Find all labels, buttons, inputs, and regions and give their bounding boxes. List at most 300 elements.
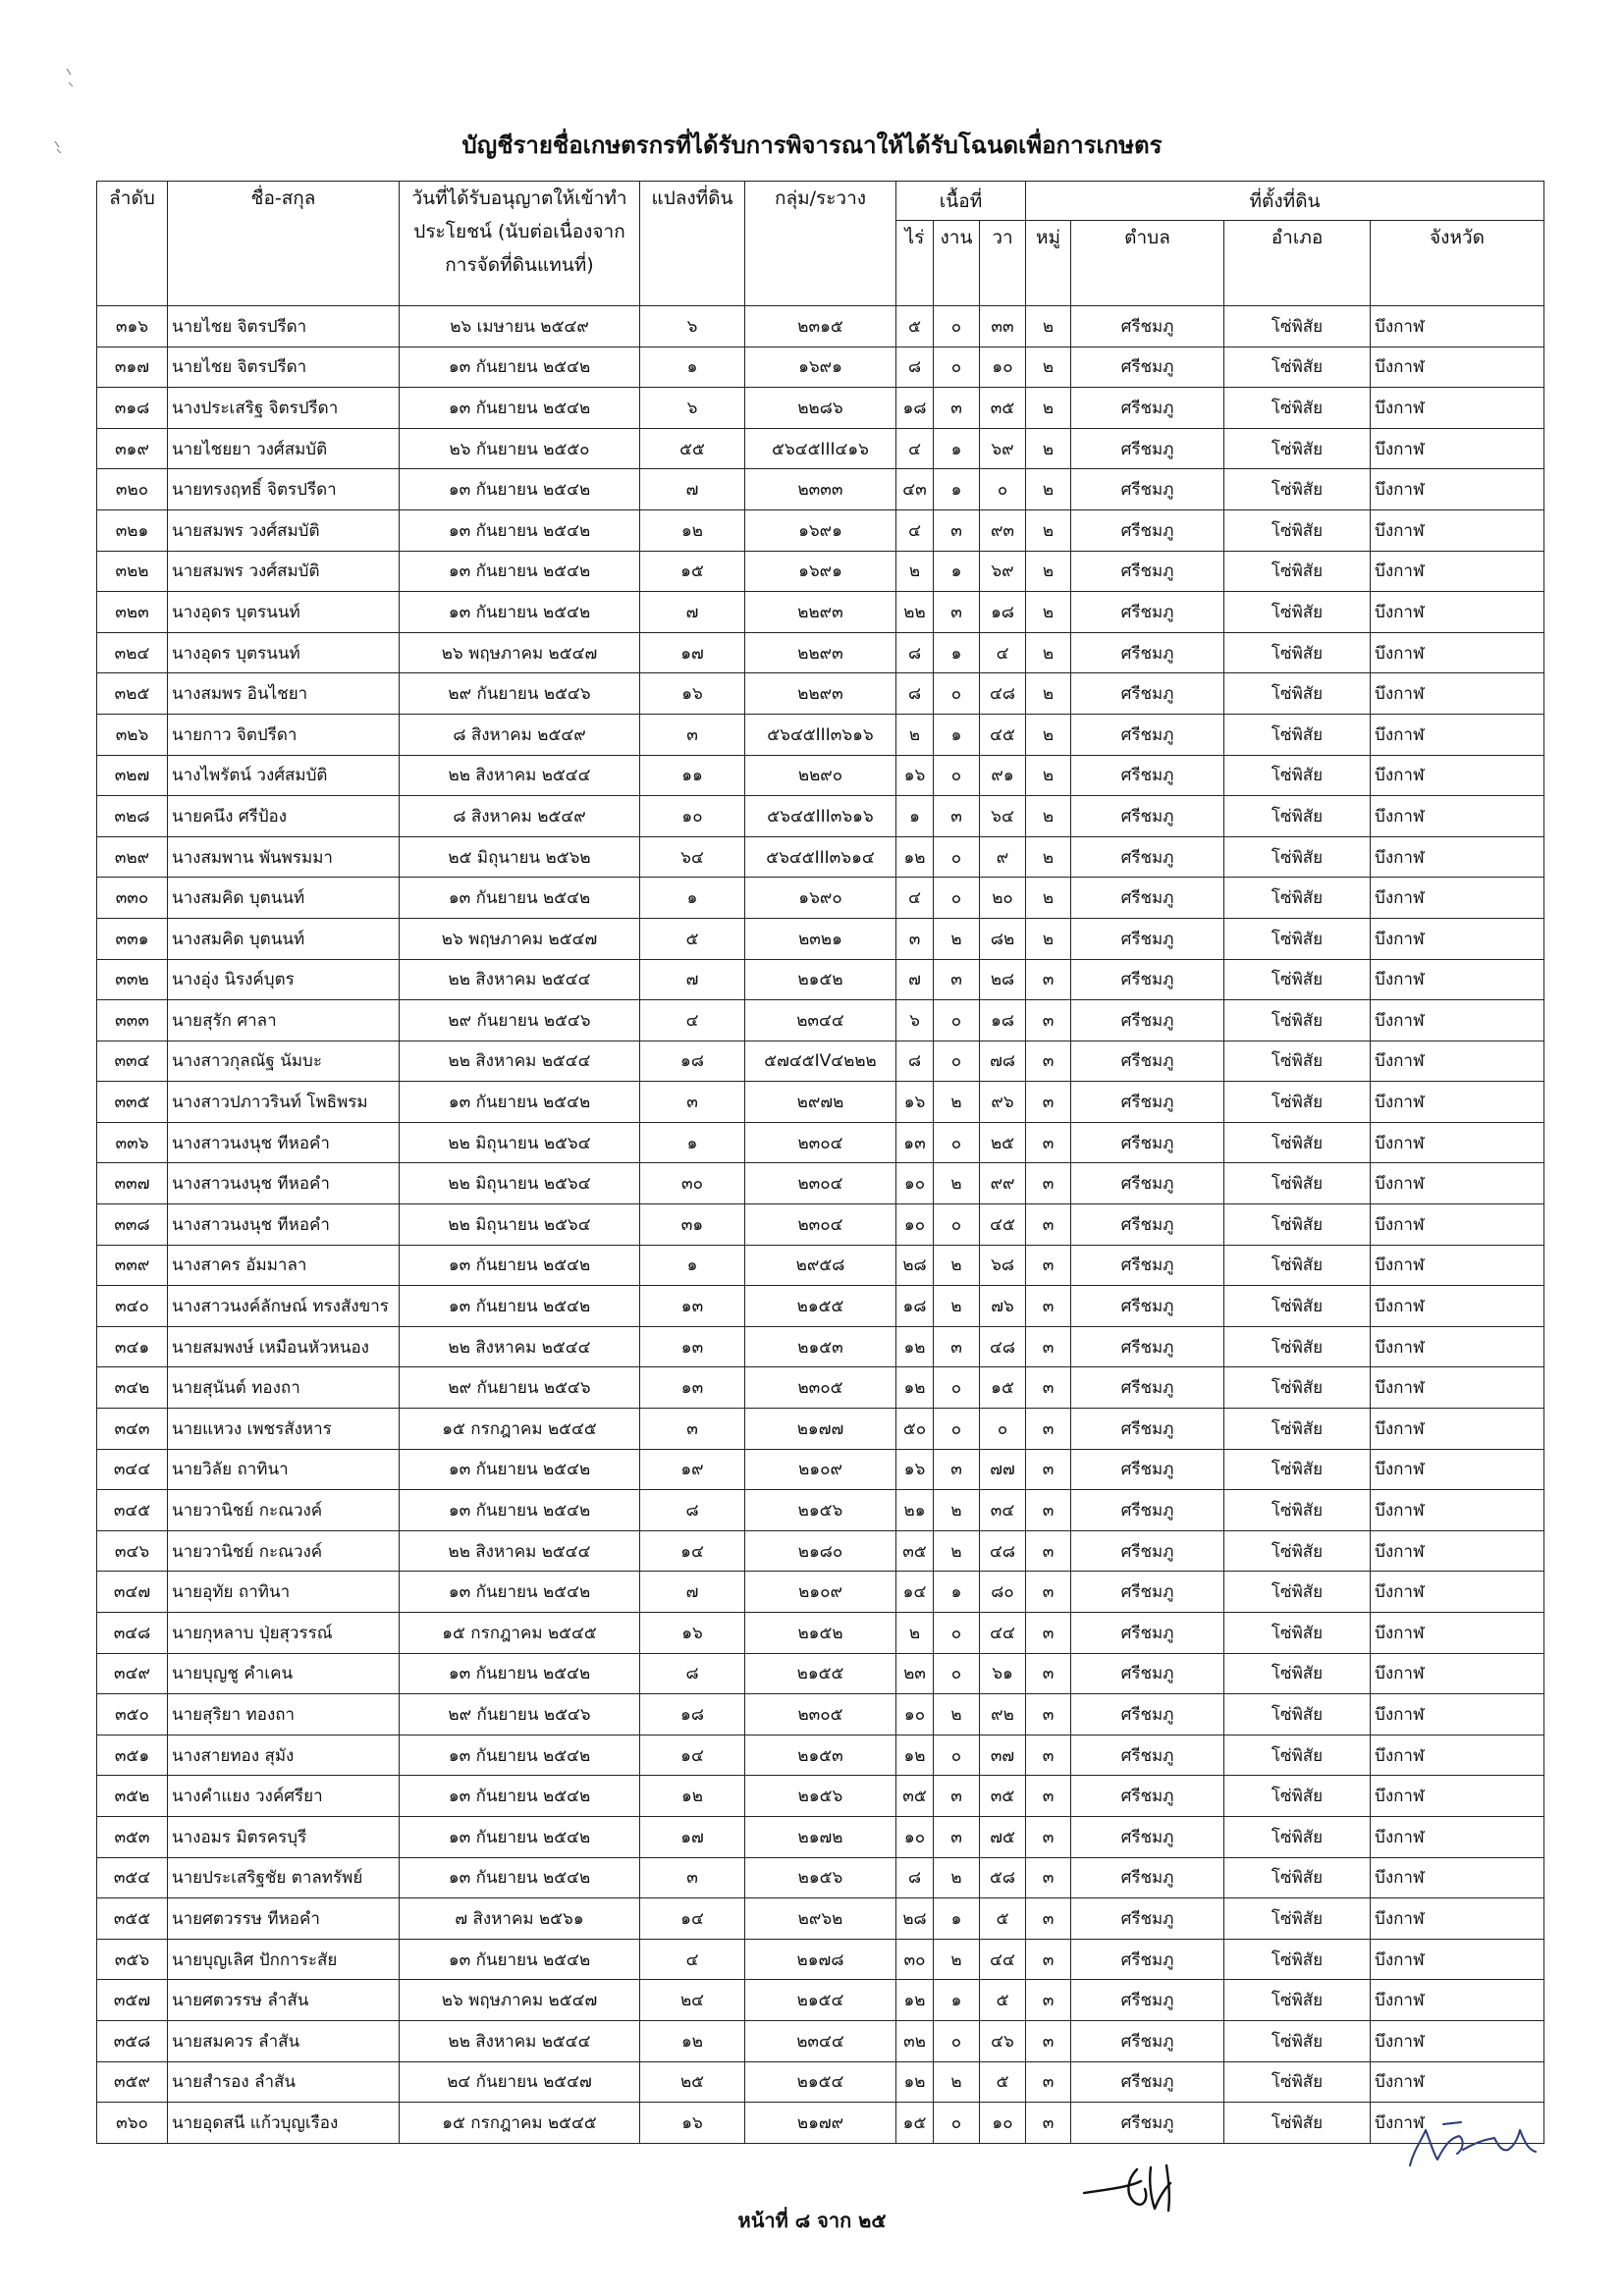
row-tambon: ศรีชมภู (1071, 878, 1224, 919)
row-ngan: ๐ (934, 1613, 980, 1654)
row-date: ๑๓ กันยายน ๒๕๔๒ (400, 1572, 640, 1613)
row-name: นางสาวกุลณัฐ นัมบะ (168, 1041, 400, 1082)
row-ngan: ๒ (934, 1490, 980, 1531)
row-date: ๒๒ สิงหาคม ๒๕๔๔ (400, 1041, 640, 1082)
row-province: บึงกาฬ (1371, 2061, 1544, 2103)
row-rai: ๑ (896, 796, 934, 837)
row-ngan: ๓ (934, 1326, 980, 1367)
row-amphoe: โซ่พิสัย (1224, 1530, 1371, 1572)
row-plot: ๑ (640, 347, 745, 388)
row-rai: ๗ (896, 959, 934, 1000)
header-wa: วา (980, 221, 1026, 306)
row-wa: ๑๘ (980, 592, 1026, 633)
row-rai: ๒ (896, 1613, 934, 1654)
row-no: ๓๔๗ (97, 1572, 168, 1613)
header-date: วันที่ได้รับอนุญาตให้เข้าทำประโยชน์ (นับต่อเนื่องจากการจัดที่ดินแทนที่) (400, 182, 640, 306)
row-moo: ๓ (1026, 1613, 1071, 1654)
row-province: บึงกาฬ (1371, 1449, 1544, 1490)
row-no: ๓๔๔ (97, 1449, 168, 1490)
row-date: ๒๒ มิถุนายน ๒๕๖๔ (400, 1204, 640, 1246)
row-moo: ๓ (1026, 1082, 1071, 1123)
table-row (97, 755, 1544, 796)
row-province: บึงกาฬ (1371, 1530, 1544, 1572)
row-date: ๒๒ สิงหาคม ๒๕๔๔ (400, 2020, 640, 2061)
row-amphoe: โซ่พิสัย (1224, 1939, 1371, 1980)
row-tambon: ศรีชมภู (1071, 1326, 1224, 1367)
row-no: ๓๓๘ (97, 1204, 168, 1246)
row-no: ๓๕๙ (97, 2061, 168, 2103)
row-moo: ๓ (1026, 2020, 1071, 2061)
row-group: ๒๑๗๙ (745, 2103, 896, 2144)
row-province: บึงกาฬ (1371, 1367, 1544, 1409)
row-tambon: ศรีชมภู (1071, 673, 1224, 715)
table-row (97, 2020, 1544, 2061)
row-group: ๒๓๐๔ (745, 1163, 896, 1204)
row-province: บึงกาฬ (1371, 1245, 1544, 1286)
row-plot: ๑ (640, 878, 745, 919)
row-wa: ๓๕ (980, 1776, 1026, 1817)
row-rai: ๔ (896, 509, 934, 551)
row-wa: ๓๗ (980, 1735, 1026, 1776)
row-tambon: ศรีชมภู (1071, 2020, 1224, 2061)
table-row (97, 1409, 1544, 1450)
row-province: บึงกาฬ (1371, 1735, 1544, 1776)
row-moo: ๒ (1026, 469, 1071, 510)
row-province: บึงกาฬ (1371, 1898, 1544, 1940)
table-row (97, 1776, 1544, 1817)
row-group: ๒๑๐๙ (745, 1572, 896, 1613)
table-row (97, 1326, 1544, 1367)
row-tambon: ศรีชมภู (1071, 1163, 1224, 1204)
table-row (97, 1245, 1544, 1286)
row-wa: ๒๘ (980, 959, 1026, 1000)
row-amphoe: โซ่พิสัย (1224, 878, 1371, 919)
row-moo: ๓ (1026, 1980, 1071, 2021)
row-amphoe: โซ่พิสัย (1224, 836, 1371, 878)
row-no: ๓๑๙ (97, 428, 168, 469)
row-no: ๓๓๙ (97, 1245, 168, 1286)
row-no: ๓๕๐ (97, 1694, 168, 1735)
row-moo: ๓ (1026, 1816, 1071, 1857)
row-no: ๓๔๓ (97, 1409, 168, 1450)
row-group: ๕๖๔๕III๓๖๑๔ (745, 836, 896, 878)
row-group: ๒๑๕๖ (745, 1490, 896, 1531)
row-tambon: ศรีชมภู (1071, 592, 1224, 633)
row-rai: ๑๒ (896, 836, 934, 878)
table-row (97, 1572, 1544, 1613)
row-rai: ๑๒ (896, 2061, 934, 2103)
row-no: ๓๒๙ (97, 836, 168, 878)
row-tambon: ศรีชมภู (1071, 755, 1224, 796)
row-name: นางประเสริฐ จิตรปรีดา (168, 388, 400, 429)
row-group: ๒๑๕๖ (745, 1857, 896, 1898)
row-amphoe: โซ่พิสัย (1224, 388, 1371, 429)
row-name: นายวานิชย์ กะณวงค์ (168, 1530, 400, 1572)
table-row (97, 918, 1544, 959)
row-amphoe: โซ่พิสัย (1224, 1163, 1371, 1204)
row-ngan: ๐ (934, 878, 980, 919)
row-rai: ๑๐ (896, 1816, 934, 1857)
row-name: นางคำแยง วงค์ศรียา (168, 1776, 400, 1817)
row-date: ๑๓ กันยายน ๒๕๔๒ (400, 509, 640, 551)
row-rai: ๑๒ (896, 1326, 934, 1367)
row-wa: ๙ (980, 836, 1026, 878)
row-no: ๓๕๘ (97, 2020, 168, 2061)
row-no: ๓๓๖ (97, 1122, 168, 1163)
table-row (97, 878, 1544, 919)
row-moo: ๓ (1026, 1572, 1071, 1613)
table-row (97, 592, 1544, 633)
row-ngan: ๐ (934, 673, 980, 715)
row-date: ๘ สิงหาคม ๒๕๔๙ (400, 714, 640, 755)
row-group: ๒๑๕๔ (745, 2061, 896, 2103)
row-moo: ๓ (1026, 1367, 1071, 1409)
row-rai: ๒๑ (896, 1490, 934, 1531)
row-amphoe: โซ่พิสัย (1224, 1816, 1371, 1857)
row-province: บึงกาฬ (1371, 673, 1544, 715)
row-rai: ๕ (896, 306, 934, 347)
row-province: บึงกาฬ (1371, 959, 1544, 1000)
row-tambon: ศรีชมภู (1071, 1776, 1224, 1817)
row-no: ๓๔๑ (97, 1326, 168, 1367)
row-wa: ๕ (980, 2061, 1026, 2103)
row-group: ๑๖๙๑ (745, 347, 896, 388)
row-date: ๘ สิงหาคม ๒๕๔๙ (400, 796, 640, 837)
row-plot: ๗ (640, 959, 745, 1000)
row-name: นายสำรอง ลำสัน (168, 2061, 400, 2103)
table-row (97, 796, 1544, 837)
row-rai: ๑๔ (896, 1572, 934, 1613)
row-name: นายสุรัก ศาลา (168, 1000, 400, 1041)
row-wa: ๐ (980, 1409, 1026, 1450)
row-plot: ๑๖ (640, 1613, 745, 1654)
row-tambon: ศรีชมภู (1071, 347, 1224, 388)
row-date: ๑๓ กันยายน ๒๕๔๒ (400, 388, 640, 429)
row-wa: ๔๖ (980, 2020, 1026, 2061)
row-no: ๓๔๘ (97, 1613, 168, 1654)
row-rai: ๑๖ (896, 1449, 934, 1490)
row-wa: ๔๕ (980, 714, 1026, 755)
row-plot: ๑ (640, 1122, 745, 1163)
row-rai: ๓๐ (896, 1939, 934, 1980)
table-row (97, 959, 1544, 1000)
row-rai: ๑๖ (896, 755, 934, 796)
row-plot: ๓ (640, 1857, 745, 1898)
row-name: นางสาวนงนุช ทีหอคำ (168, 1204, 400, 1246)
row-ngan: ๐ (934, 2020, 980, 2061)
row-date: ๒๖ พฤษภาคม ๒๕๔๗ (400, 1980, 640, 2021)
row-rai: ๒๘ (896, 1245, 934, 1286)
row-ngan: ๓ (934, 509, 980, 551)
row-province: บึงกาฬ (1371, 306, 1544, 347)
row-no: ๓๔๕ (97, 1490, 168, 1531)
row-no: ๓๔๐ (97, 1286, 168, 1327)
row-tambon: ศรีชมภู (1071, 388, 1224, 429)
row-no: ๓๒๕ (97, 673, 168, 715)
row-moo: ๓ (1026, 2103, 1071, 2144)
row-tambon: ศรีชมภู (1071, 1286, 1224, 1327)
row-amphoe: โซ่พิสัย (1224, 1653, 1371, 1694)
row-wa: ๗๕ (980, 1816, 1026, 1857)
row-rai: ๑๘ (896, 1286, 934, 1327)
row-name: นายไชย จิตรปรีดา (168, 306, 400, 347)
row-date: ๑๓ กันยายน ๒๕๔๒ (400, 1735, 640, 1776)
row-province: บึงกาฬ (1371, 836, 1544, 878)
row-ngan: ๐ (934, 1041, 980, 1082)
table-row (97, 1286, 1544, 1327)
row-amphoe: โซ่พิสัย (1224, 1204, 1371, 1246)
row-name: นายสุนันต์ ทองถา (168, 1367, 400, 1409)
row-moo: ๓ (1026, 1694, 1071, 1735)
row-moo: ๓ (1026, 1449, 1071, 1490)
row-tambon: ศรีชมภู (1071, 2103, 1224, 2144)
table-body (97, 306, 1544, 2144)
row-moo: ๓ (1026, 1857, 1071, 1898)
table-row (97, 428, 1544, 469)
row-name: นางสาวปภาวรินท์ โพธิพรม (168, 1082, 400, 1123)
row-province: บึงกาฬ (1371, 2020, 1544, 2061)
row-province: บึงกาฬ (1371, 551, 1544, 592)
row-moo: ๒ (1026, 878, 1071, 919)
row-province: บึงกาฬ (1371, 388, 1544, 429)
row-amphoe: โซ่พิสัย (1224, 469, 1371, 510)
table-row (97, 1000, 1544, 1041)
row-plot: ๑๗ (640, 632, 745, 673)
row-rai: ๑๒ (896, 1367, 934, 1409)
row-rai: ๒๓ (896, 1653, 934, 1694)
row-ngan: ๐ (934, 1122, 980, 1163)
row-tambon: ศรีชมภู (1071, 959, 1224, 1000)
row-province: บึงกาฬ (1371, 1572, 1544, 1613)
row-name: นางอมร มิตรครบุรี (168, 1816, 400, 1857)
row-wa: ๒๕ (980, 1122, 1026, 1163)
row-ngan: ๒ (934, 1245, 980, 1286)
row-plot: ๑๓ (640, 1326, 745, 1367)
row-tambon: ศรีชมภู (1071, 1122, 1224, 1163)
table-row (97, 469, 1544, 510)
row-no: ๓๕๕ (97, 1898, 168, 1940)
row-province: บึงกาฬ (1371, 1776, 1544, 1817)
row-wa: ๗๖ (980, 1286, 1026, 1327)
row-ngan: ๒ (934, 1286, 980, 1327)
row-no: ๓๓๒ (97, 959, 168, 1000)
row-date: ๒๙ กันยายน ๒๕๔๖ (400, 1694, 640, 1735)
row-province: บึงกาฬ (1371, 428, 1544, 469)
row-no: ๓๒๗ (97, 755, 168, 796)
row-amphoe: โซ่พิสัย (1224, 1245, 1371, 1286)
row-moo: ๒ (1026, 673, 1071, 715)
row-ngan: ๐ (934, 347, 980, 388)
row-plot: ๑๘ (640, 1041, 745, 1082)
row-moo: ๓ (1026, 1000, 1071, 1041)
row-ngan: ๑ (934, 1980, 980, 2021)
row-wa: ๑๐ (980, 347, 1026, 388)
row-group: ๒๑๐๙ (745, 1449, 896, 1490)
row-name: นางอุดร บุตรนนท์ (168, 632, 400, 673)
row-ngan: ๑ (934, 551, 980, 592)
row-no: ๓๒๓ (97, 592, 168, 633)
row-moo: ๓ (1026, 1530, 1071, 1572)
row-plot: ๑๘ (640, 1694, 745, 1735)
table-row (97, 1041, 1544, 1082)
row-date: ๒๙ กันยายน ๒๕๔๖ (400, 1000, 640, 1041)
row-amphoe: โซ่พิสัย (1224, 1286, 1371, 1327)
row-tambon: ศรีชมภู (1071, 1613, 1224, 1654)
table-row (97, 1898, 1544, 1940)
row-tambon: ศรีชมภู (1071, 1980, 1224, 2021)
row-ngan: ๒ (934, 918, 980, 959)
row-name: นายวานิชย์ กะณวงค์ (168, 1490, 400, 1531)
row-moo: ๓ (1026, 1041, 1071, 1082)
table-row (97, 1449, 1544, 1490)
row-date: ๒๕ มิถุนายน ๒๕๖๒ (400, 836, 640, 878)
row-tambon: ศรีชมภู (1071, 1000, 1224, 1041)
row-rai: ๔ (896, 428, 934, 469)
row-date: ๑๓ กันยายน ๒๕๔๒ (400, 1939, 640, 1980)
row-tambon: ศรีชมภู (1071, 918, 1224, 959)
row-no: ๓๑๘ (97, 388, 168, 429)
row-amphoe: โซ่พิสัย (1224, 347, 1371, 388)
row-amphoe: โซ่พิสัย (1224, 592, 1371, 633)
row-amphoe: โซ่พิสัย (1224, 1326, 1371, 1367)
row-plot: ๗ (640, 592, 745, 633)
row-amphoe: โซ่พิสัย (1224, 714, 1371, 755)
table-row (97, 714, 1544, 755)
row-ngan: ๐ (934, 1735, 980, 1776)
row-moo: ๓ (1026, 1245, 1071, 1286)
row-date: ๑๓ กันยายน ๒๕๔๒ (400, 1082, 640, 1123)
row-moo: ๒ (1026, 714, 1071, 755)
row-date: ๑๕ กรกฎาคม ๒๕๔๕ (400, 2103, 640, 2144)
row-name: นายบุญชู คำเคน (168, 1653, 400, 1694)
row-wa: ๓๕ (980, 388, 1026, 429)
row-group: ๒๓๒๑ (745, 918, 896, 959)
table-row (97, 1204, 1544, 1246)
row-group: ๒๑๕๒ (745, 959, 896, 1000)
row-date: ๑๓ กันยายน ๒๕๔๒ (400, 469, 640, 510)
row-group: ๒๑๕๒ (745, 1613, 896, 1654)
row-plot: ๔ (640, 1939, 745, 1980)
row-ngan: ๓ (934, 388, 980, 429)
row-rai: ๘ (896, 632, 934, 673)
row-amphoe: โซ่พิสัย (1224, 1735, 1371, 1776)
row-rai: ๒ (896, 714, 934, 755)
table-row (97, 388, 1544, 429)
row-name: นางสาคร อัมมาลา (168, 1245, 400, 1286)
row-province: บึงกาฬ (1371, 1613, 1544, 1654)
row-group: ๕๖๔๕III๓๖๑๖ (745, 796, 896, 837)
row-name: นางสมพร อินไชยา (168, 673, 400, 715)
row-plot: ๑๐ (640, 796, 745, 837)
row-name: นายศตวรรษ ทีหอคำ (168, 1898, 400, 1940)
row-tambon: ศรีชมภู (1071, 1245, 1224, 1286)
row-wa: ๕ (980, 1898, 1026, 1940)
row-name: นายแหวง เพชรสังหาร (168, 1409, 400, 1450)
row-province: บึงกาฬ (1371, 1286, 1544, 1327)
row-moo: ๓ (1026, 1286, 1071, 1327)
row-tambon: ศรีชมภู (1071, 2061, 1224, 2103)
row-tambon: ศรีชมภู (1071, 1041, 1224, 1082)
row-amphoe: โซ่พิสัย (1224, 1857, 1371, 1898)
row-amphoe: โซ่พิสัย (1224, 1490, 1371, 1531)
row-ngan: ๐ (934, 1653, 980, 1694)
row-plot: ๑๗ (640, 1816, 745, 1857)
row-wa: ๔๔ (980, 1939, 1026, 1980)
row-ngan: ๓ (934, 592, 980, 633)
row-ngan: ๐ (934, 836, 980, 878)
row-group: ๒๒๙๐ (745, 755, 896, 796)
row-group: ๒๓๔๔ (745, 2020, 896, 2061)
row-wa: ๘๒ (980, 918, 1026, 959)
row-province: บึงกาฬ (1371, 878, 1544, 919)
row-amphoe: โซ่พิสัย (1224, 1572, 1371, 1613)
row-tambon: ศรีชมภู (1071, 836, 1224, 878)
row-amphoe: โซ่พิสัย (1224, 1898, 1371, 1940)
row-plot: ๑๒ (640, 1776, 745, 1817)
header-location: ที่ตั้งที่ดิน (1026, 182, 1544, 221)
row-moo: ๒ (1026, 836, 1071, 878)
row-ngan: ๓ (934, 959, 980, 1000)
row-rai: ๒๘ (896, 1898, 934, 1940)
row-group: ๕๖๔๕III๔๑๖ (745, 428, 896, 469)
row-ngan: ๑ (934, 1572, 980, 1613)
row-rai: ๓๒ (896, 2020, 934, 2061)
row-province: บึงกาฬ (1371, 1082, 1544, 1123)
header-province: จังหวัด (1371, 221, 1544, 306)
row-plot: ๒๕ (640, 2061, 745, 2103)
row-plot: ๑๕ (640, 551, 745, 592)
row-rai: ๖ (896, 1000, 934, 1041)
row-wa: ๓๔ (980, 1490, 1026, 1531)
row-moo: ๒ (1026, 388, 1071, 429)
header-plot: แปลงที่ดิน (640, 182, 745, 306)
row-date: ๒๖ เมษายน ๒๕๔๙ (400, 306, 640, 347)
row-wa: ๙๒ (980, 1694, 1026, 1735)
row-plot: ๖๔ (640, 836, 745, 878)
row-plot: ๑๔ (640, 1898, 745, 1940)
row-ngan: ๑ (934, 632, 980, 673)
row-ngan: ๐ (934, 2103, 980, 2144)
row-tambon: ศรีชมภู (1071, 551, 1224, 592)
row-province: บึงกาฬ (1371, 1653, 1544, 1694)
row-wa: ๕๘ (980, 1857, 1026, 1898)
row-amphoe: โซ่พิสัย (1224, 918, 1371, 959)
row-wa: ๖๘ (980, 1245, 1026, 1286)
row-wa: ๑๐ (980, 2103, 1026, 2144)
row-moo: ๓ (1026, 1653, 1071, 1694)
row-rai: ๓๕ (896, 1530, 934, 1572)
row-no: ๓๒๖ (97, 714, 168, 755)
row-plot: ๗ (640, 1572, 745, 1613)
row-plot: ๓๐ (640, 1163, 745, 1204)
row-rai: ๘ (896, 1041, 934, 1082)
row-no: ๓๑๗ (97, 347, 168, 388)
row-province: บึงกาฬ (1371, 1980, 1544, 2021)
header-rai: ไร่ (896, 221, 934, 306)
row-wa: ๕ (980, 1980, 1026, 2021)
row-province: บึงกาฬ (1371, 1122, 1544, 1163)
row-province: บึงกาฬ (1371, 1857, 1544, 1898)
header-group: กลุ่ม/ระวาง (745, 182, 896, 306)
farmer-table (96, 181, 1544, 2144)
row-ngan: ๒ (934, 1082, 980, 1123)
table-row (97, 551, 1544, 592)
row-plot: ๕๕ (640, 428, 745, 469)
row-ngan: ๐ (934, 1409, 980, 1450)
table-header-row (97, 182, 1544, 221)
row-no: ๓๔๙ (97, 1653, 168, 1694)
row-rai: ๒ (896, 551, 934, 592)
